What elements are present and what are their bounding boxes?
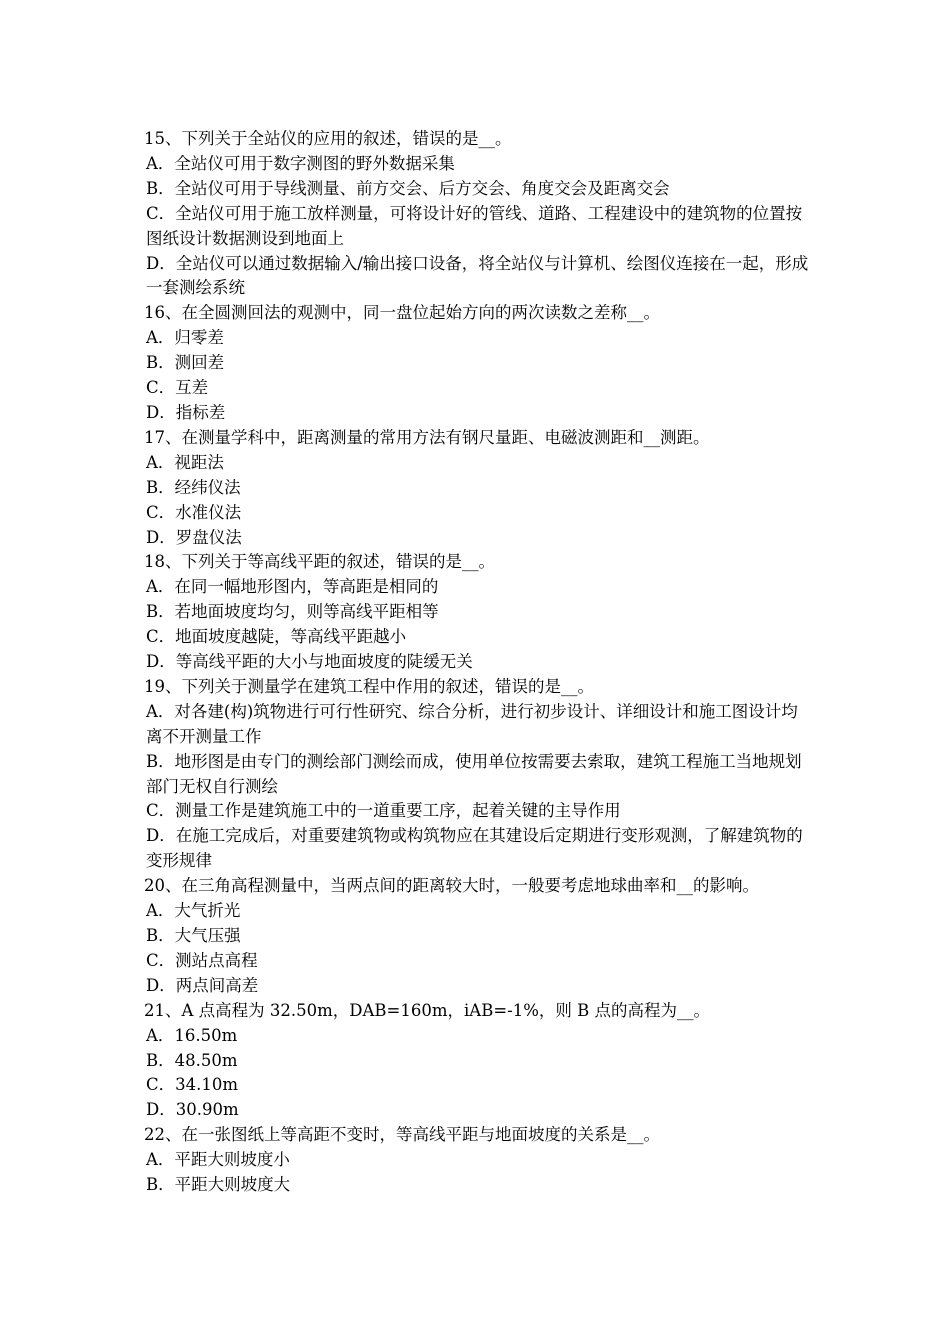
answer-option: D．罗盘仪法 — [146, 527, 242, 547]
answer-option: D．在施工完成后，对重要建筑物或构筑物应在其建设后定期进行变形观测，了解建筑物的变形规律 — [146, 826, 803, 871]
question-stem: 19、下列关于测量学在建筑工程中作用的叙述，错误的是__。 — [144, 676, 594, 696]
question-list — [144, 127, 810, 1198]
question-stem: 20、在三角高程测量中，当两点间的距离较大时，一般要考虑地球曲率和__的影响。 — [144, 876, 759, 896]
question-block — [144, 675, 810, 874]
answer-option: B．经纬仪法 — [146, 477, 241, 497]
answer-option: C．34.10m — [146, 1075, 239, 1095]
answer-option: C．全站仪可用于施工放样测量，可将设计好的管线、道路、工程建设中的建筑物的位置按图纸设计数据测设到地面上 — [146, 203, 803, 248]
answer-option: A．归零差 — [146, 328, 224, 348]
answer-option: A．在同一幅地形图内，等高距是相同的 — [146, 577, 439, 597]
answer-option: A．大气折光 — [146, 901, 241, 921]
question-block — [144, 999, 810, 1124]
answer-option: B．全站仪可用于导线测量、前方交会、后方交会、角度交会及距离交会 — [146, 178, 670, 198]
answer-option: C．测站点高程 — [146, 950, 258, 970]
question-block — [144, 127, 810, 301]
answer-option: A．对各建(构)筑物进行可行性研究、综合分析，进行初步设计、详细设计和施工图设计均离不开测量工作 — [146, 701, 798, 746]
answer-option: D．30.90m — [146, 1100, 239, 1120]
answer-option: B．地形图是由专门的测绘部门测绘而成，使用单位按需要去索取，建筑工程施工当地规划部门无权自行测绘 — [146, 751, 802, 796]
question-block — [144, 426, 810, 551]
answer-option: D．等高线平距的大小与地面坡度的陡缓无关 — [146, 652, 473, 672]
answer-option: B．若地面坡度均匀，则等高线平距相等 — [146, 602, 439, 622]
question-stem: 18、下列关于等高线平距的叙述，错误的是__。 — [144, 552, 495, 572]
answer-option: B．48.50m — [146, 1050, 238, 1070]
answer-option: B．大气压强 — [146, 926, 241, 945]
question-stem: 21、A 点高程为 32.50m，DAB=160m，iAB=-1%，则 B 点的高程为__。 — [144, 1000, 711, 1020]
answer-option: C．测量工作是建筑施工中的一道重要工序，起着关键的主导作用 — [146, 801, 621, 821]
question-stem: 16、在全圆测回法的观测中，同一盘位起始方向的两次读数之差称__。 — [144, 303, 660, 323]
question-stem: 15、下列关于全站仪的应用的叙述，错误的是__。 — [144, 129, 512, 148]
answer-option: C．互差 — [146, 378, 209, 398]
answer-option: D．两点间高差 — [146, 975, 259, 995]
answer-option: A．视距法 — [146, 452, 224, 472]
question-block — [144, 874, 810, 999]
question-block — [144, 1123, 810, 1198]
answer-option: A．16.50m — [146, 1025, 238, 1045]
question-stem: 22、在一张图纸上等高距不变时，等高线平距与地面坡度的关系是__。 — [144, 1125, 660, 1145]
question-block — [144, 550, 810, 675]
answer-option: B．平距大则坡度大 — [146, 1175, 291, 1195]
question-block — [144, 301, 810, 426]
answer-option: C．水准仪法 — [146, 502, 242, 522]
question-stem: 17、在测量学科中，距离测量的常用方法有钢尺量距、电磁波测距和__测距。 — [144, 427, 710, 447]
answer-option: A．全站仪可用于数字测图的野外数据采集 — [146, 153, 455, 173]
answer-option: D．指标差 — [146, 402, 226, 422]
answer-option: C．地面坡度越陡，等高线平距越小 — [146, 627, 407, 647]
answer-option: D．全站仪可以通过数据输入/输出接口设备，将全站仪与计算机、绘图仪连接在一起，形成一套测绘系统 — [146, 253, 809, 298]
answer-option: A．平距大则坡度小 — [146, 1150, 290, 1170]
answer-option: B．测回差 — [146, 353, 225, 373]
